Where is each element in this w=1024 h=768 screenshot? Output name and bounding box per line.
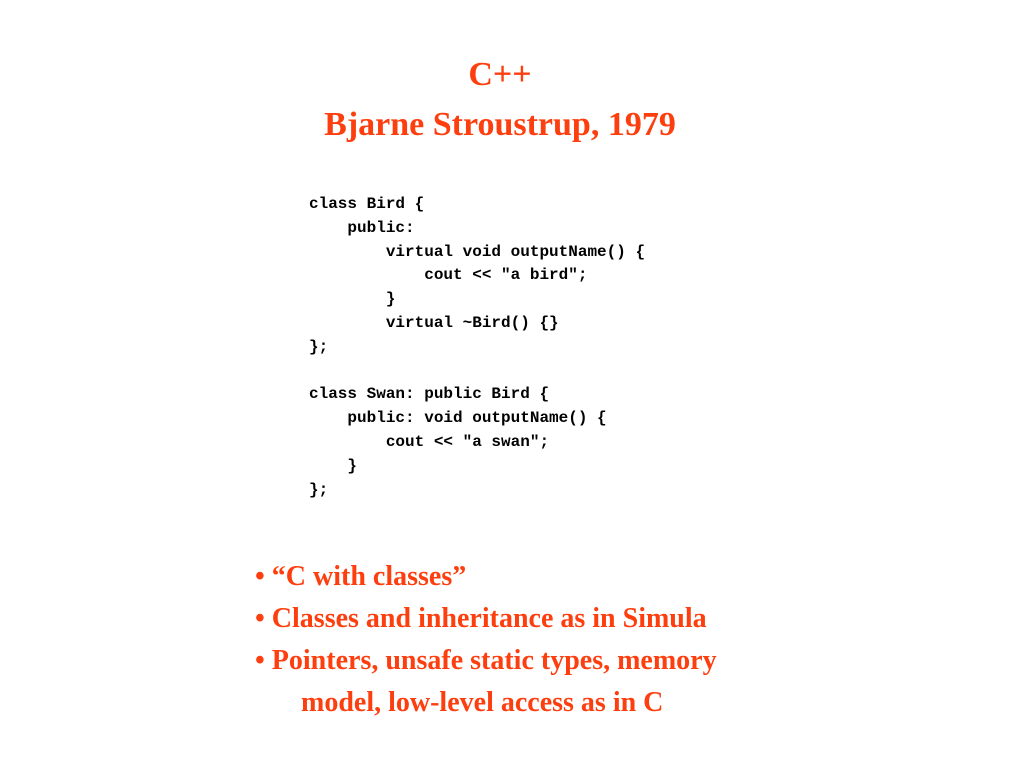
code-line: virtual ~Bird() {}: [309, 313, 559, 332]
bullet-item: • Pointers, unsafe static types, memory: [255, 645, 717, 676]
code-line: cout << "a bird";: [309, 266, 588, 285]
bullet-item: • “C with classes”: [255, 561, 467, 592]
code-line: class Swan: public Bird {: [309, 385, 550, 404]
code-line: }: [309, 290, 396, 309]
bullet-item: • Classes and inheritance as in Simula: [255, 603, 707, 634]
code-line: };: [309, 337, 329, 356]
code-line: cout << "a swan";: [309, 432, 550, 451]
code-line: };: [309, 480, 329, 499]
code-line: virtual void outputName() {: [309, 242, 646, 261]
code-block: [309, 193, 645, 502]
code-line: }: [309, 456, 358, 475]
code-line: class Bird {: [309, 195, 425, 213]
slide-title: C++: [468, 56, 532, 93]
slide-subtitle: Bjarne Stroustrup, 1979: [324, 106, 676, 143]
bullet-item-continuation: model, low-level access as in C: [301, 687, 664, 718]
code-line: public: void outputName() {: [309, 409, 607, 428]
code-line-blank: [309, 360, 645, 384]
bullet-list: [255, 556, 717, 724]
code-line: public:: [309, 218, 415, 237]
